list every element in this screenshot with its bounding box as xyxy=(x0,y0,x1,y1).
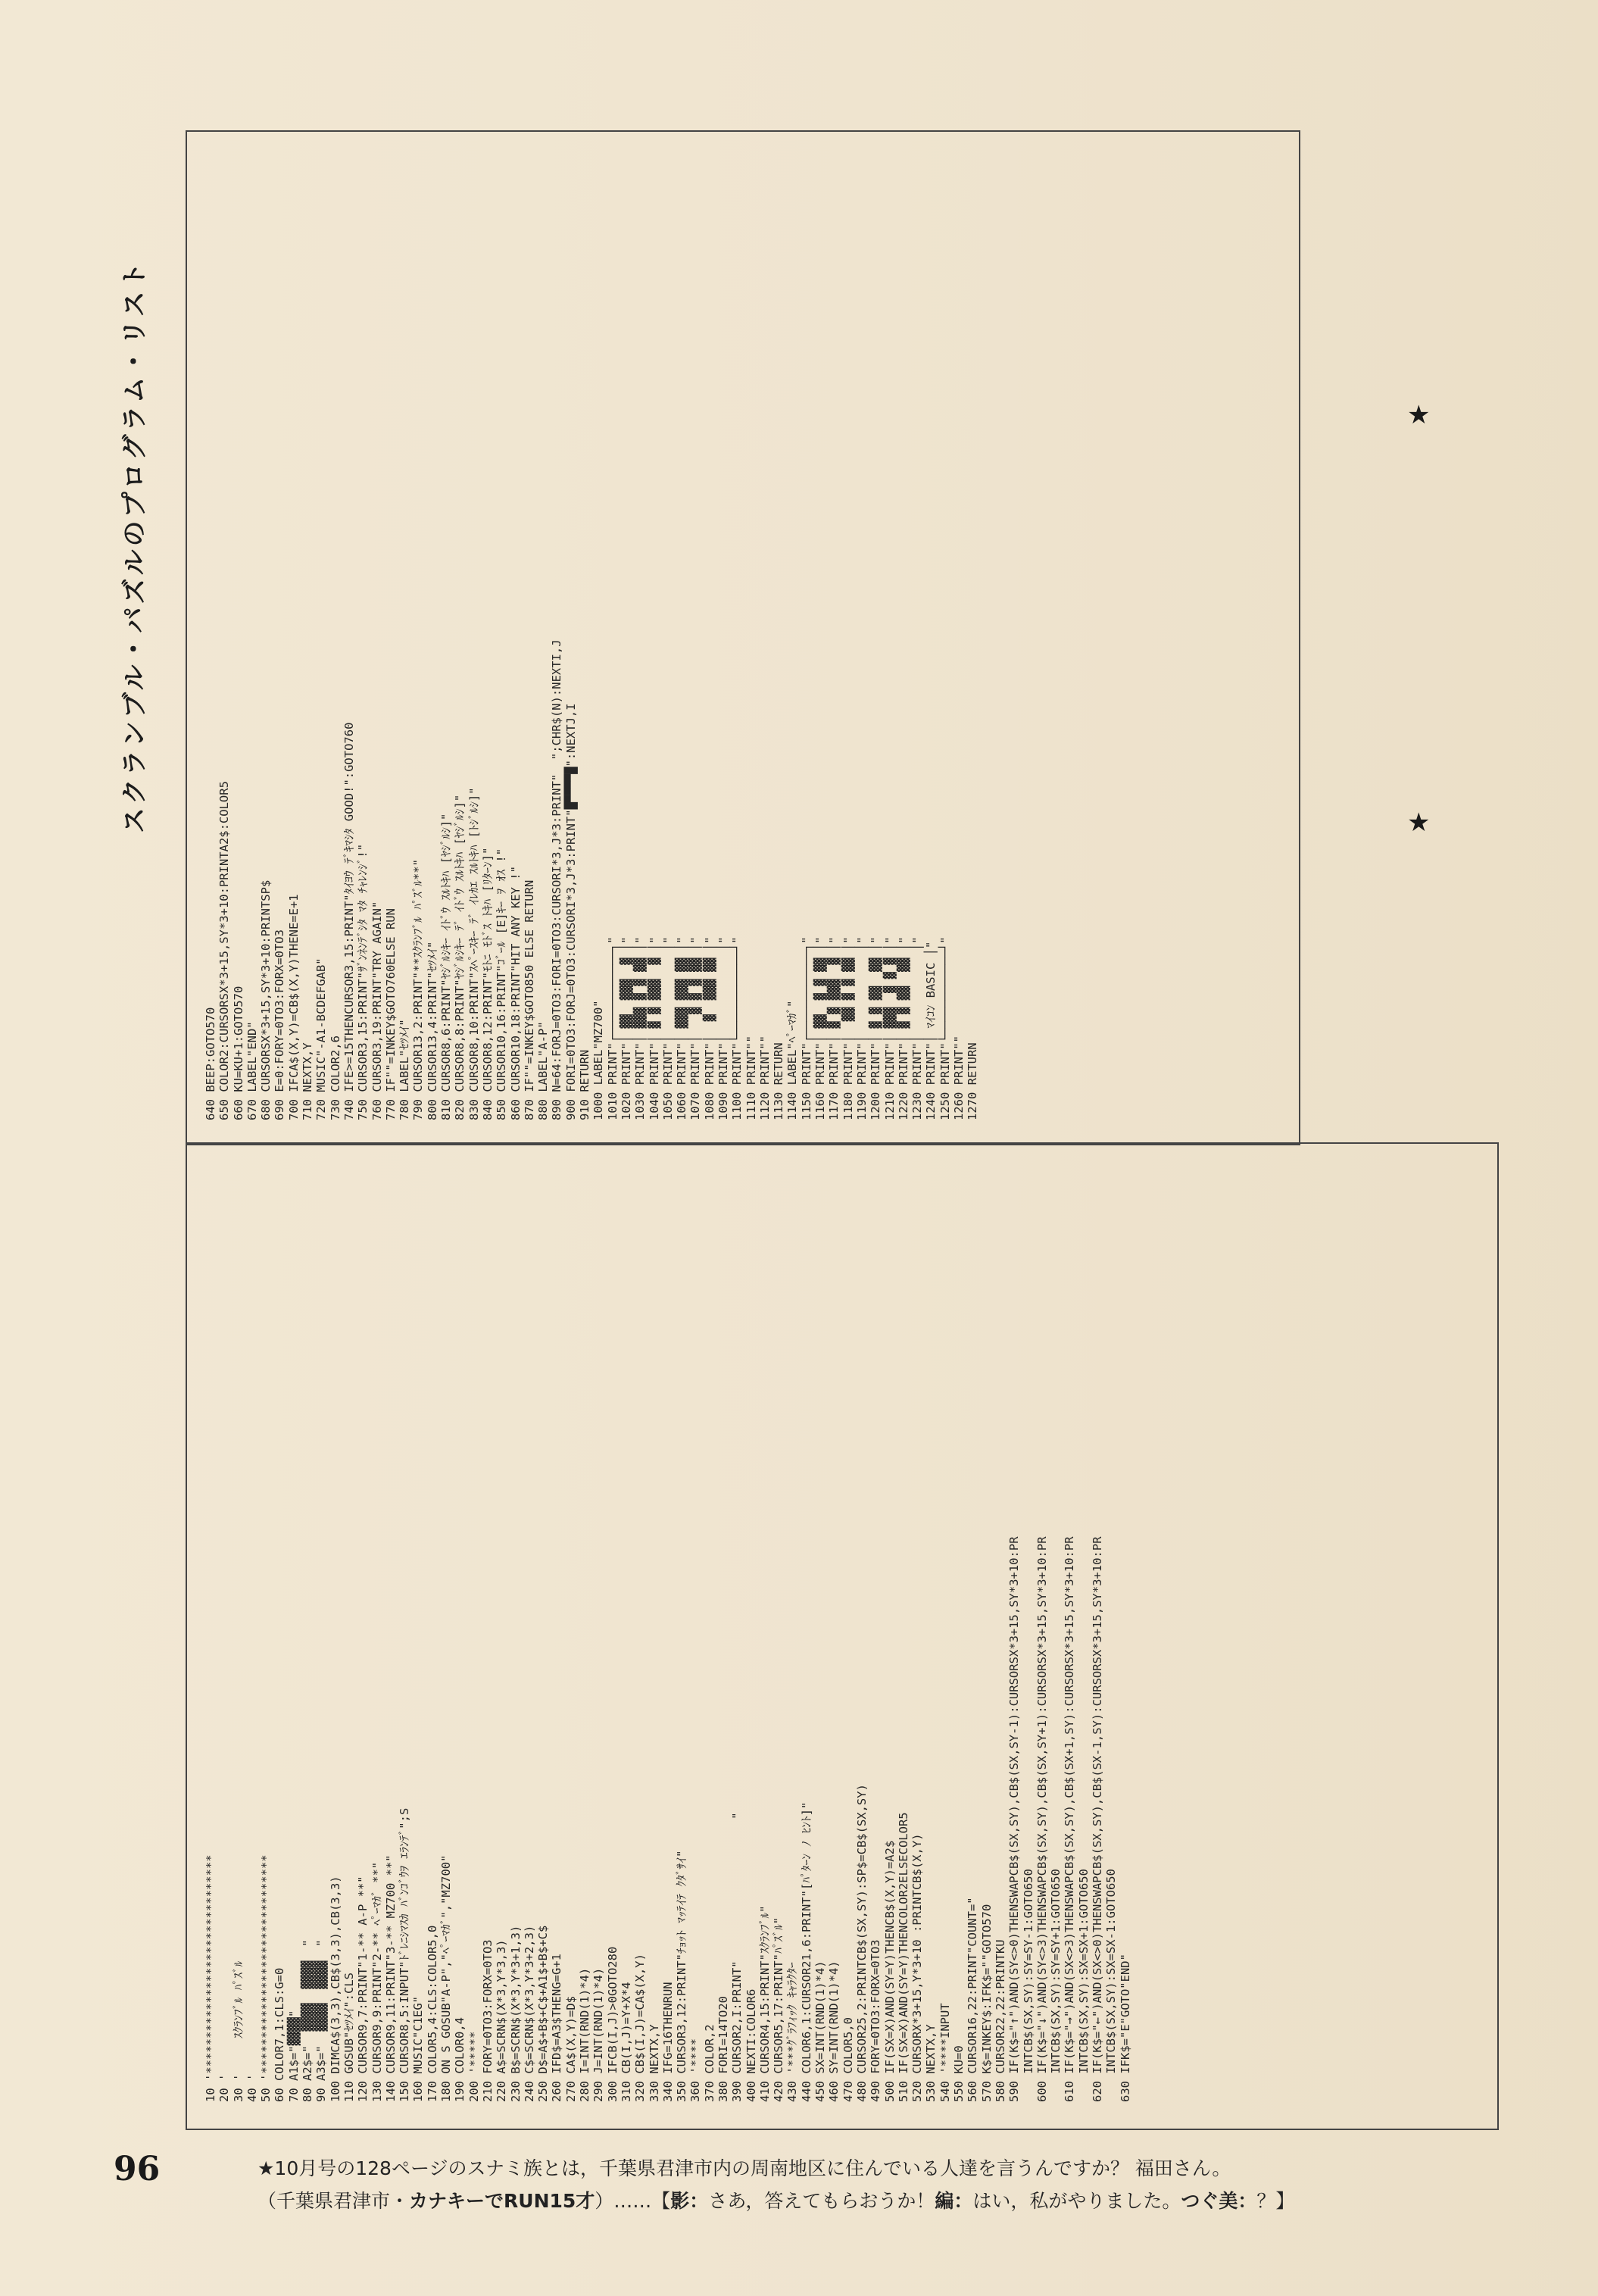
code-line: 220 A$=SCRN$(X*3,Y*3,3) xyxy=(495,1939,509,2102)
code-line: 170 COLOR5,4:CLS:COLOR5,0 xyxy=(425,1925,439,2102)
code-line: 670 LABEL"END" xyxy=(245,1021,259,1120)
code-line: 60 COLOR7,1:CLS:G=0 xyxy=(273,1967,287,2102)
code-line: 470 COLOR5,0 xyxy=(841,2017,855,2102)
code-line: 1240 PRINT"│ ﾏｲｺﾝ BASIC │" xyxy=(924,941,938,1120)
star-icon: ★ xyxy=(1407,808,1431,838)
code-line: 200 '***** xyxy=(467,2031,481,2102)
code-line: 1010 PRINT"┌────────────┐" xyxy=(605,936,620,1120)
code-line: 1130 RETURN xyxy=(772,1042,786,1120)
code-line: 280 I=INT(RND(1)*4) xyxy=(578,1967,592,2102)
code-line: 660 KU=KU+1:GOTO570 xyxy=(231,986,245,1120)
code-line: 580 CURSOR22,22:PRINTKU xyxy=(993,1939,1007,2102)
code-line: 1210 PRINT"│ ▓▓▓ ▓ ▓ ▓ │" xyxy=(882,936,897,1120)
code-line: 260 IFD$=A3$THENG=G+1 xyxy=(550,1954,564,2102)
code-line: 1160 PRINT"│ ▓▓ ▓ ▓ ▓▓ │" xyxy=(813,936,828,1120)
code-line: 840 CURSOR8,12:PRINT"ﾓﾄﾆ ﾓﾄﾞｽ ﾄｷﾊ [ﾘﾀｰﾝ]" xyxy=(480,847,495,1120)
code-line: INTCB$(SX,SY):SX=SX+1:GOTO650 xyxy=(1076,1869,1091,2102)
code-line: 230 B$=SCRN$(X*3,Y*3+1,3) xyxy=(508,1925,523,2102)
code-line: 360 '**** xyxy=(688,2038,703,2102)
code-line: 890 N=64:FORJ=0TO3:FORI=0TO3:CURSORI*3,J*3:PRINT" ";CHR$(N):NEXTI,J xyxy=(550,639,564,1120)
footer-tsugu-label: つぐ美： xyxy=(1181,2190,1257,2212)
code-line: INTCB$(SX,SY):SY=SY+1:GOTO650 xyxy=(1049,1869,1063,2102)
code-line: 610 IF(K$="→")AND(SX<>3)THENSWAPCB$(SX,SY),CB$(SX+1,SY):CURSORSX*3+15,SY*3+10:PR xyxy=(1063,1536,1077,2102)
code-line: 910 RETURN xyxy=(578,1049,592,1120)
footer-prefix: （千葉県君津市・ xyxy=(257,2190,410,2212)
code-line: 1080 PRINT"│ ▓ ▓▓▓ ▓▓ │" xyxy=(702,936,716,1120)
code-line: 790 CURSOR13,2:PRINT"**ｽｸﾗﾝﾌﾞﾙ ﾊﾟｽﾞﾙ**" xyxy=(411,859,426,1120)
code-line: 880 LABEL"A-P" xyxy=(536,1021,551,1120)
code-line: 560 CURSOR16,22:PRINT"COUNT=" xyxy=(966,1897,980,2102)
code-line: 480 CURSOR25,2:PRINTCB$(SX,SY):SP$=CB$(SX,SY) xyxy=(854,1784,869,2102)
code-line: 1120 PRINT"" xyxy=(757,1036,772,1120)
code-line: 120 CURSOR9,7:PRINT"1-** A-P **" xyxy=(356,1876,370,2102)
code-line: 1140 LABEL"ﾍﾟｰﾏｶﾞ" xyxy=(785,1000,800,1120)
code-line: 1230 PRINT"│ │" xyxy=(910,936,925,1120)
code-line: 710 NEXTX,Y xyxy=(301,1042,315,1120)
code-line: 540 '****INPUT xyxy=(938,2003,952,2102)
code-line: 1000 LABEL"MZ700" xyxy=(591,1000,606,1120)
code-line: 30 ' ｽｸﾗﾝﾌﾞﾙ ﾊﾟｽﾞﾙ xyxy=(231,1960,245,2102)
code-line: 760 CURSOR3,19:PRINT"TRY AGAIN" xyxy=(370,901,384,1120)
code-line: 850 CURSOR10,16:PRINT"ｺﾞｰﾙ [E]ｷｰ ｦ ｵｽ !" xyxy=(495,848,509,1120)
code-line: 110 GOSUB"ｾﾂﾒｲ":CLS xyxy=(342,1973,356,2102)
code-line: 270 CA$(X,Y)=D$ xyxy=(563,1996,578,2102)
code-line: 1150 PRINT"┌────────────┐" xyxy=(799,936,813,1120)
code-line: 490 FORY=0TO3:FORX=0TO3 xyxy=(869,1939,883,2102)
code-line: 1060 PRINT"│ ▓▓▓ ▓▓▓ ▓▓ │" xyxy=(675,936,689,1120)
code-line: 690 E=0:FORY=0TO3:FORX=0TO3 xyxy=(273,929,287,1120)
code-line: 900 FORI=0TO3:FORJ=0TO3:CURSORI*3,J*3:PRINT"█▀▀▀▀█":NEXTJ,I xyxy=(563,703,578,1120)
listing-box-part1 xyxy=(186,130,1300,1145)
footer-hen-label: 編： xyxy=(935,2190,973,2212)
code-line: 340 IFG=16THENRUN xyxy=(660,1982,675,2102)
code-line: 330 NEXTX,Y xyxy=(647,2024,661,2102)
code-line: 1190 PRINT"│ │" xyxy=(854,936,869,1120)
footer-letter-line1: ★10月号の128ページのスナミ族とは，千葉県君津市内の周南地区に住んでいる人達を言うんですか？ 福田さん。 xyxy=(257,2157,1231,2179)
page-number: 96 xyxy=(114,2150,161,2188)
code-line: 460 SY=INT(RND(1)*4) xyxy=(827,1960,841,2102)
code-line: 240 C$=SCRN$(X*3,Y*3+2,3) xyxy=(522,1925,536,2102)
code-line: 570 K$=INKEY$:IFK$=""GOTO570 xyxy=(979,1904,994,2102)
code-line: 50 '******************************* xyxy=(259,1854,273,2102)
footer-kage-text: さあ，答えてもらおうか！ xyxy=(708,2190,935,2212)
code-line: 400 NEXTI:COLOR6 xyxy=(744,1988,758,2102)
footer-kage-label: 影： xyxy=(670,2190,709,2212)
footer-tsugu-text: ？】 xyxy=(1256,2190,1295,2212)
listing-box-part2 xyxy=(186,1142,1499,2130)
footer-mid: ）……【 xyxy=(595,2190,671,2212)
code-line: 1200 PRINT"│ ▓ ▓ ▓▓ ▓▓ │" xyxy=(869,936,883,1120)
code-line: 370 COLOR,2 xyxy=(702,2024,716,2102)
code-line: 590 IF(K$="↑")AND(SY<>0)THENSWAPCB$(SX,SY),CB$(SX,SY-1):CURSORSX*3+15,SY*3+10:PR xyxy=(1007,1536,1022,2102)
code-line: 450 SX=INT(RND(1)*4) xyxy=(813,1960,828,2102)
code-line: 180 ON S GOSUB"A-P","ﾍﾟｰﾏｶﾞ","MZ700" xyxy=(439,1854,454,2102)
code-line: 1110 PRINT"" xyxy=(744,1036,758,1120)
star-icon: ★ xyxy=(1407,400,1431,430)
code-line: 440 COLOR6,1:CURSOR21,6:PRINT"[ﾊﾟﾀｰﾝ ﾉ ﾋﾝﾄ]" xyxy=(799,1801,813,2102)
code-line: INTCB$(SX,SY):SY=SY-1:GOTO650 xyxy=(1021,1869,1035,2102)
code-line: 430 '***ｸﾞﾗﾌｨｯｸ ｷｬﾗｸﾀｰ xyxy=(785,1962,800,2102)
code-line: 630 IFK$="E"GOTO"END" xyxy=(1118,1954,1132,2102)
code-line: 20 ' xyxy=(217,2073,232,2102)
code-line: 530 NEXTX,Y xyxy=(924,2024,938,2102)
code-line: 550 KU=0 xyxy=(952,2045,966,2102)
code-line: 870 IF""=INKEY$GOTO850 ELSE RETURN xyxy=(522,879,536,1120)
code-line: 810 CURSOR8,6:PRINT"ﾔｼﾞﾙｼｷｰ ｲﾄﾞｳ ｽﾙﾄｷﾊ [ﾔｼﾞﾙｼ]" xyxy=(439,813,454,1120)
code-line: 290 J=INT(RND(1)*4) xyxy=(591,1967,606,2102)
code-line: 1100 PRINT"└────────────┘" xyxy=(730,936,744,1120)
code-line: 520 CURSORX*3+15,Y*3+10 :PRINTCB$(X,Y) xyxy=(910,1833,925,2102)
code-line: 1220 PRINT"│ ▓ ▓ ▓▓ ▓▓ │" xyxy=(896,936,910,1120)
code-line: 210 FORY=0TO3:FORX=0TO3 xyxy=(480,1939,495,2102)
code-line: 510 IF(SX=X)AND(SY=Y)THENCOLOR2ELSECOLOR5 xyxy=(896,1812,910,2102)
page-title: スクランブル・パズルのプログラム・リスト xyxy=(120,259,150,833)
code-line: 300 IFCB(I,J)>0GOTO280 xyxy=(605,1946,620,2102)
code-line: 390 CURSOR2,I:PRINT" " xyxy=(730,1812,744,2102)
program-listing-part1 xyxy=(204,639,980,1120)
code-line: 80 A2$=" ▓▓▓▓ ▓▓▓▓ " xyxy=(301,1939,315,2102)
code-line: 100 DIMCA$(3,3),CB$(3,3),CB(3,3) xyxy=(328,1876,342,2102)
code-line: 420 CURSOR5,17:PRINT"ﾊﾟｽﾞﾙ" xyxy=(772,1916,786,2102)
code-line: 1170 PRINT"│ ▓ ▓ ▓▓▓ ▓ │" xyxy=(827,936,841,1120)
code-line: 190 COLOR0,4 xyxy=(453,2017,467,2102)
code-line: 320 CB$(I,J)=CA$(X,Y) xyxy=(633,1954,648,2102)
code-line: 40 ' xyxy=(245,2073,259,2102)
code-line: 700 IFCA$(X,Y)=CB$(X,Y)THENE=E+1 xyxy=(286,894,301,1120)
code-line: 1090 PRINT"│ │" xyxy=(716,936,730,1120)
code-line: 640 BEEP:GOTO570 xyxy=(204,1007,217,1120)
footer-author: カナキーでRUN15才 xyxy=(409,2190,595,2212)
code-line: 830 CURSOR8,10:PRINT"ｽﾍﾟｰｽｷｰ ﾃﾞ ｲﾚｶｴ ｽﾙﾄｷﾊ [ﾄｼﾞﾙｼ]" xyxy=(467,787,481,1120)
code-line: 1270 RETURN xyxy=(966,1042,980,1120)
code-line: 160 MUSIC"C1EG" xyxy=(411,1996,426,2102)
code-line: 140 CURSOR9,11:PRINT"3-** MZ700 **" xyxy=(383,1854,398,2102)
code-line: 500 IF(SX=X)AND(SY=Y)THENCB$(X,Y)=A2$ xyxy=(882,1840,897,2102)
code-line: 1260 PRINT"" xyxy=(952,1036,966,1120)
code-line: 620 IF(K$="←")AND(SX<>0)THENSWAPCB$(SX,SY),CB$(SX-1,SY):CURSORSX*3+15,SY*3+10:PR xyxy=(1091,1536,1104,2102)
code-line: 730 COLOR2,6 xyxy=(328,1036,342,1120)
code-line: 680 CURSORSX*3+15,SY*3+10:PRINTSP$ xyxy=(259,879,273,1120)
code-line: 860 CURSOR10,18:PRINT"HIT ANY KEY !" xyxy=(508,866,523,1120)
code-line: 600 IF(K$="↓")AND(SY<>3)THENSWAPCB$(SX,SY),CB$(SX,SY+1):CURSORSX*3+15,SY*3+10:PR xyxy=(1035,1536,1049,2102)
code-line: 350 CURSOR3,12:PRINT"ﾁｮｯﾄ ﾏｯﾃｲﾃ ｸﾀﾞｻｲ" xyxy=(675,1850,689,2102)
code-line: 130 CURSOR9,9:PRINT"2-** ﾍﾟｰﾏｶﾞ **" xyxy=(370,1861,384,2102)
code-line: INTCB$(SX,SY):SX=SX-1:GOTO650 xyxy=(1104,1869,1119,2102)
code-line: 770 IF""=INKEY$GOTO760ELSE RUN xyxy=(383,908,398,1120)
code-line: 750 CURSOR3,15:PRINT"ｻﾞﾝﾈﾝﾃﾞｼﾀ ﾏﾀ ﾁｬﾚﾝｼﾞ!" xyxy=(356,843,370,1120)
code-line: 10 '******************************* xyxy=(204,1854,217,2102)
code-line: 380 FORI=14TO20 xyxy=(716,1996,730,2102)
footer-hen-text: はい，私がやりました。 xyxy=(972,2190,1181,2212)
code-line: 1020 PRINT"│ ▓▓ ▓▓▓ ▓ │" xyxy=(619,936,633,1120)
program-listing-part2 xyxy=(204,1536,1132,2102)
code-line: 780 LABEL"ｾﾂﾒｲ" xyxy=(398,1019,412,1120)
code-line: 650 COLOR2:CURSORSX*3+15,SY*3+10:PRINTA2$:COLOR5 xyxy=(217,781,232,1120)
code-line: 1030 PRINT"│ ▓▓▓ ▓ ▓ ▓▓ │" xyxy=(633,936,648,1120)
footer-letter-line2 xyxy=(257,2186,1294,2213)
code-line: 1180 PRINT"│ ▓▓ ▓ ▓ ▓▓ │" xyxy=(841,936,855,1120)
code-line: 1070 PRINT"│ ▓ ▓ ▓ ▓▓ │" xyxy=(688,936,703,1120)
code-line: 1250 PRINT"└────────────┘" xyxy=(938,936,952,1120)
code-line: 740 IFE>=15THENCURSOR3,15:PRINT"ﾀｲﾖｳ ﾃﾞｷﾏｼﾀ GOOD!":GOTO760 xyxy=(342,722,356,1120)
code-line: 250 D$=A$+B$+C$+A1$+B$+C$ xyxy=(536,1925,551,2102)
code-line: 90 A3$=" ▓▓▓▓ ▓▓▓▓ " xyxy=(314,1939,329,2102)
code-line: 1040 PRINT"│ ▓ ▓ ▓▓▓ ▓ │" xyxy=(647,936,661,1120)
code-line: 820 CURSOR8,8:PRINT"ﾔｼﾞﾙｼｷｰ ﾃﾞ ｲﾄﾞｳ ｽﾙﾄｷﾊ [ﾔｼﾞﾙｼ]" xyxy=(453,794,467,1120)
code-line: 800 CURSOR13,4:PRINT"ｾﾂﾒｲ" xyxy=(425,941,439,1120)
code-line: 410 CURSOR4,15:PRINT"ｽｸﾗﾝﾌﾞﾙ" xyxy=(757,1905,772,2102)
code-line: 720 MUSIC"-A1-BCDEFGAB" xyxy=(314,957,329,1120)
code-line: 1050 PRINT"│ │" xyxy=(660,936,675,1120)
code-line: 70 A1$="▓▓▓▓" xyxy=(286,2010,301,2102)
code-line: 150 CURSOR8,5:INPUT"ﾄﾞﾚﾆｼﾏｽｶ ﾊﾞﾝｺﾞｳｦ ｴﾗﾝﾃﾞ";S xyxy=(398,1807,412,2102)
code-line: 310 CB(I,J)=Y+X*4 xyxy=(619,1982,633,2102)
